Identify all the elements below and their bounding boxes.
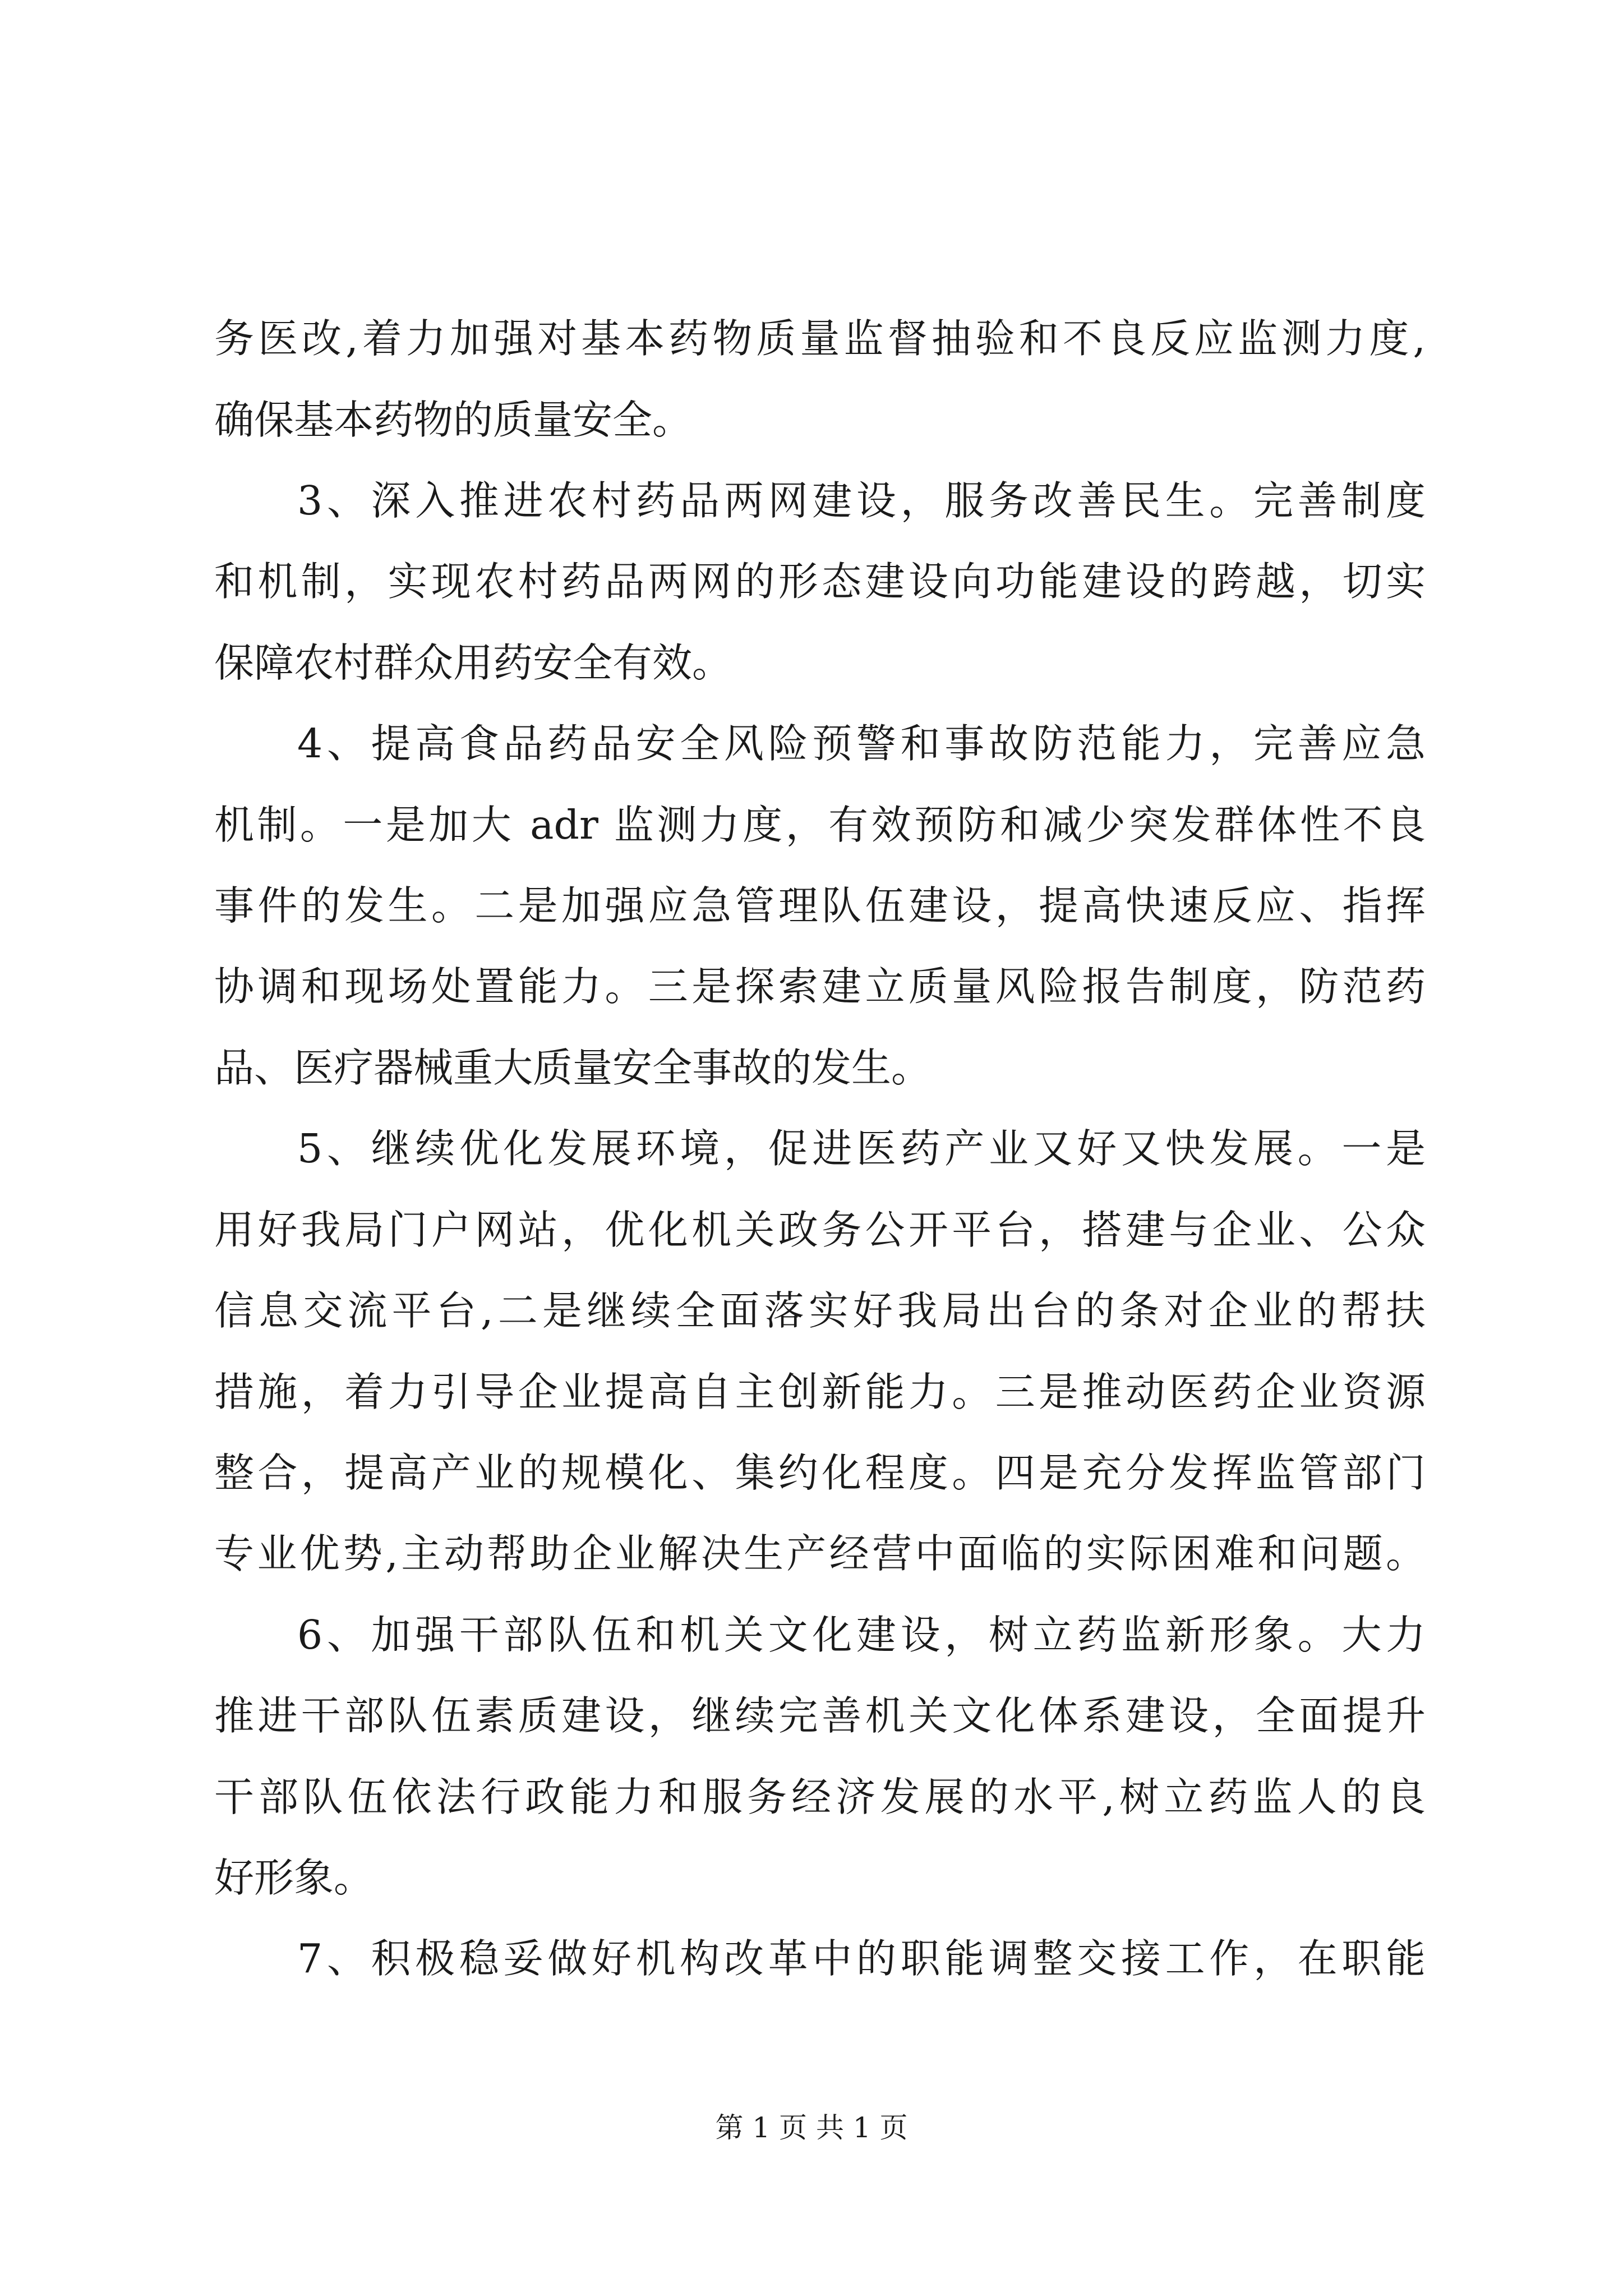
text-line: 专业优势,主动帮助企业解决生产经营中面临的实际困难和问题。 [214, 1530, 1426, 1577]
text-line: 事件的发生。二是加强应急管理队伍建设，提高快速反应、指挥 [214, 882, 1426, 929]
text-line: 保障农村群众用药安全有效。 [214, 639, 732, 686]
paragraph-5-heading-line: 5、继续优化发展环境，促进医药产业又好又快发展。一是 [297, 1125, 1426, 1172]
paragraph-7-heading-line: 7、积极稳妥做好机构改革中的职能调整交接工作，在职能 [297, 1935, 1426, 1982]
page-number-footer: 第 1 页 共 1 页 [715, 2111, 908, 2144]
text-line: 好形象。 [214, 1855, 374, 1901]
text-line: 协调和现场处置能力。三是探索建立质量风险报告制度，防范药 [214, 963, 1426, 1010]
paragraph-6-heading-line: 6、加强干部队伍和机关文化建设，树立药监新形象。大力 [297, 1612, 1426, 1658]
text-line: 机制。一是加大 adr 监测力度，有效预防和减少突发群体性不良 [214, 802, 1426, 848]
text-line: 和机制，实现农村药品两网的形态建设向功能建设的跨越，切实 [214, 558, 1426, 605]
text-line: 确保基本药物的质量安全。 [214, 397, 693, 443]
text-line: 用好我局门户网站，优化机关政务公开平台，搭建与企业、公众 [214, 1207, 1426, 1253]
text-line: 推进干部队伍素质建设，继续完善机关文化体系建设，全面提升 [214, 1692, 1426, 1739]
text-line: 信息交流平台,二是继续全面落实好我局出台的条对企业的帮扶 [214, 1287, 1426, 1334]
text-line: 务医改,着力加强对基本药物质量监督抽验和不良反应监测力度, [214, 315, 1426, 362]
text-line: 整合，提高产业的规模化、集约化程度。四是充分发挥监管部门 [214, 1450, 1426, 1496]
text-line: 品、医疗器械重大质量安全事故的发生。 [214, 1045, 932, 1091]
text-line: 干部队伍依法行政能力和服务经济发展的水平,树立药监人的良 [214, 1774, 1426, 1820]
paragraph-4-heading-line: 4、提高食品药品安全风险预警和事故防范能力，完善应急 [297, 720, 1426, 767]
paragraph-3-heading-line: 3、深入推进农村药品两网建设，服务改善民生。完善制度 [297, 477, 1426, 524]
text-line: 措施，着力引导企业提高自主创新能力。三是推动医药企业资源 [214, 1369, 1426, 1415]
